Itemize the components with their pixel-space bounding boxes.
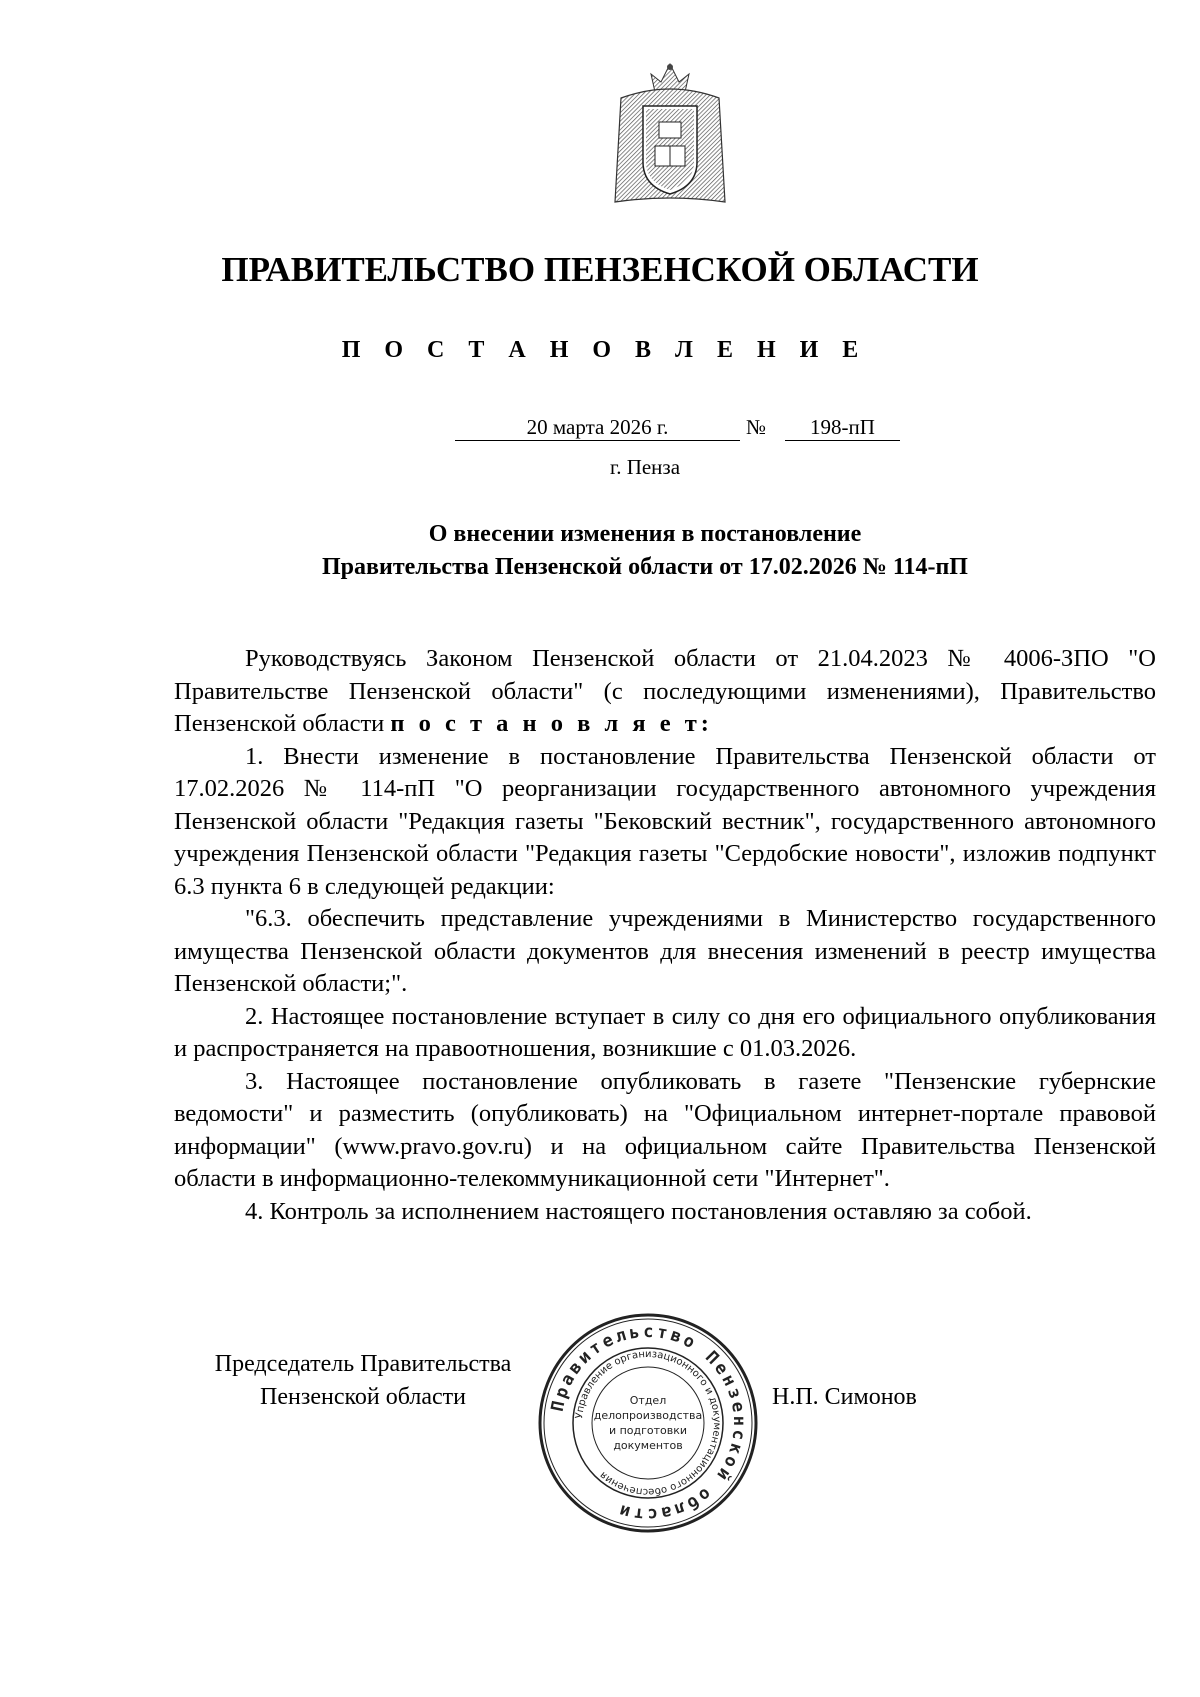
number-sign: №: [746, 415, 767, 439]
preamble-paragraph: [174, 643, 1156, 741]
subject-line-2: Правительства Пензенской области от 17.02.2026 № 114-пП: [322, 554, 968, 580]
preamble-keyword: п о с т а н о в л я е т:: [390, 710, 713, 737]
document-number: 198-пП: [785, 414, 900, 441]
document-city: г. Пенза: [609, 455, 681, 479]
preamble-text: Руководствуясь Законом Пензенской области от 21.04.2023 № 4006-ЗПО "О Правительстве Пензенской области" (с последующими изменениями), Правительство Пензенской области: [174, 645, 1156, 737]
stamp-center-line-3: и подготовки: [608, 1424, 688, 1437]
stamp-center-line-1: Отдел: [629, 1394, 667, 1407]
item-1-quote-paragraph: "6.3. обеспечить представление учреждениями в Министерство государственного имущества Пензенской области документов для внесения изменений в реестр имущества Пензенской области;".: [174, 905, 1156, 997]
document-date: 20 марта 2026 г.: [455, 414, 740, 441]
stamp-inner-ring-text: Управление организационного и документационного обеспечения: [574, 1348, 723, 1498]
item-1-paragraph: 1. Внести изменение в постановление Правительства Пензенской области от 17.02.2026 № 114-пП "О реорганизации государственного автономного учреждения Пензенской области "Редакция газеты "Бековский вестник", государственного автономного учреждения Пензенской области "Редакция газеты "Сердобские новости", изложив подпункт 6.3 пункта 6 в следующей редакции:: [174, 742, 1156, 900]
item-4-paragraph: 4. Контроль за исполнением настоящего постановления оставляю за собой.: [245, 1197, 1032, 1225]
signatory-name: Н.П. Симонов: [772, 1384, 917, 1410]
signatory-title: [178, 1348, 548, 1414]
document-body: [174, 643, 1156, 1228]
signatory-title-line-2: Пензенской области: [260, 1384, 466, 1410]
signatory-title-line-1: Председатель Правительства: [214, 1351, 512, 1377]
item-2-paragraph: 2. Настоящее постановление вступает в силу со дня его официального опубликования и распространяется на правоотношения, возникшие с 01.03.2026.: [174, 1002, 1156, 1062]
official-seal-stamp: [537, 1312, 759, 1534]
document-type: П О С Т А Н О В Л Е Н И Е: [341, 337, 868, 363]
subject-line-1: О внесении изменения в постановление: [428, 521, 862, 547]
stamp-center-line-2: делопроизводства: [593, 1409, 703, 1422]
stamp-outer-text: Правительство Пензенской области: [547, 1321, 750, 1525]
document-subject: [0, 518, 1200, 584]
stamp-center-line-4: документов: [613, 1439, 683, 1452]
coat-of-arms-emblem: [611, 62, 729, 212]
organization-title: ПРАВИТЕЛЬСТВО ПЕНЗЕНСКОЙ ОБЛАСТИ: [221, 250, 979, 289]
item-3-paragraph: 3. Настоящее постановление опубликовать в газете "Пензенские губернские ведомости" и разместить (опубликовать) на "Официальном интернет-портале правовой информации" (www.pravo.gov.ru) и на официальном сайте Правительства Пензенской области в информационно-телекоммуникационной сети "Интернет".: [174, 1067, 1156, 1192]
